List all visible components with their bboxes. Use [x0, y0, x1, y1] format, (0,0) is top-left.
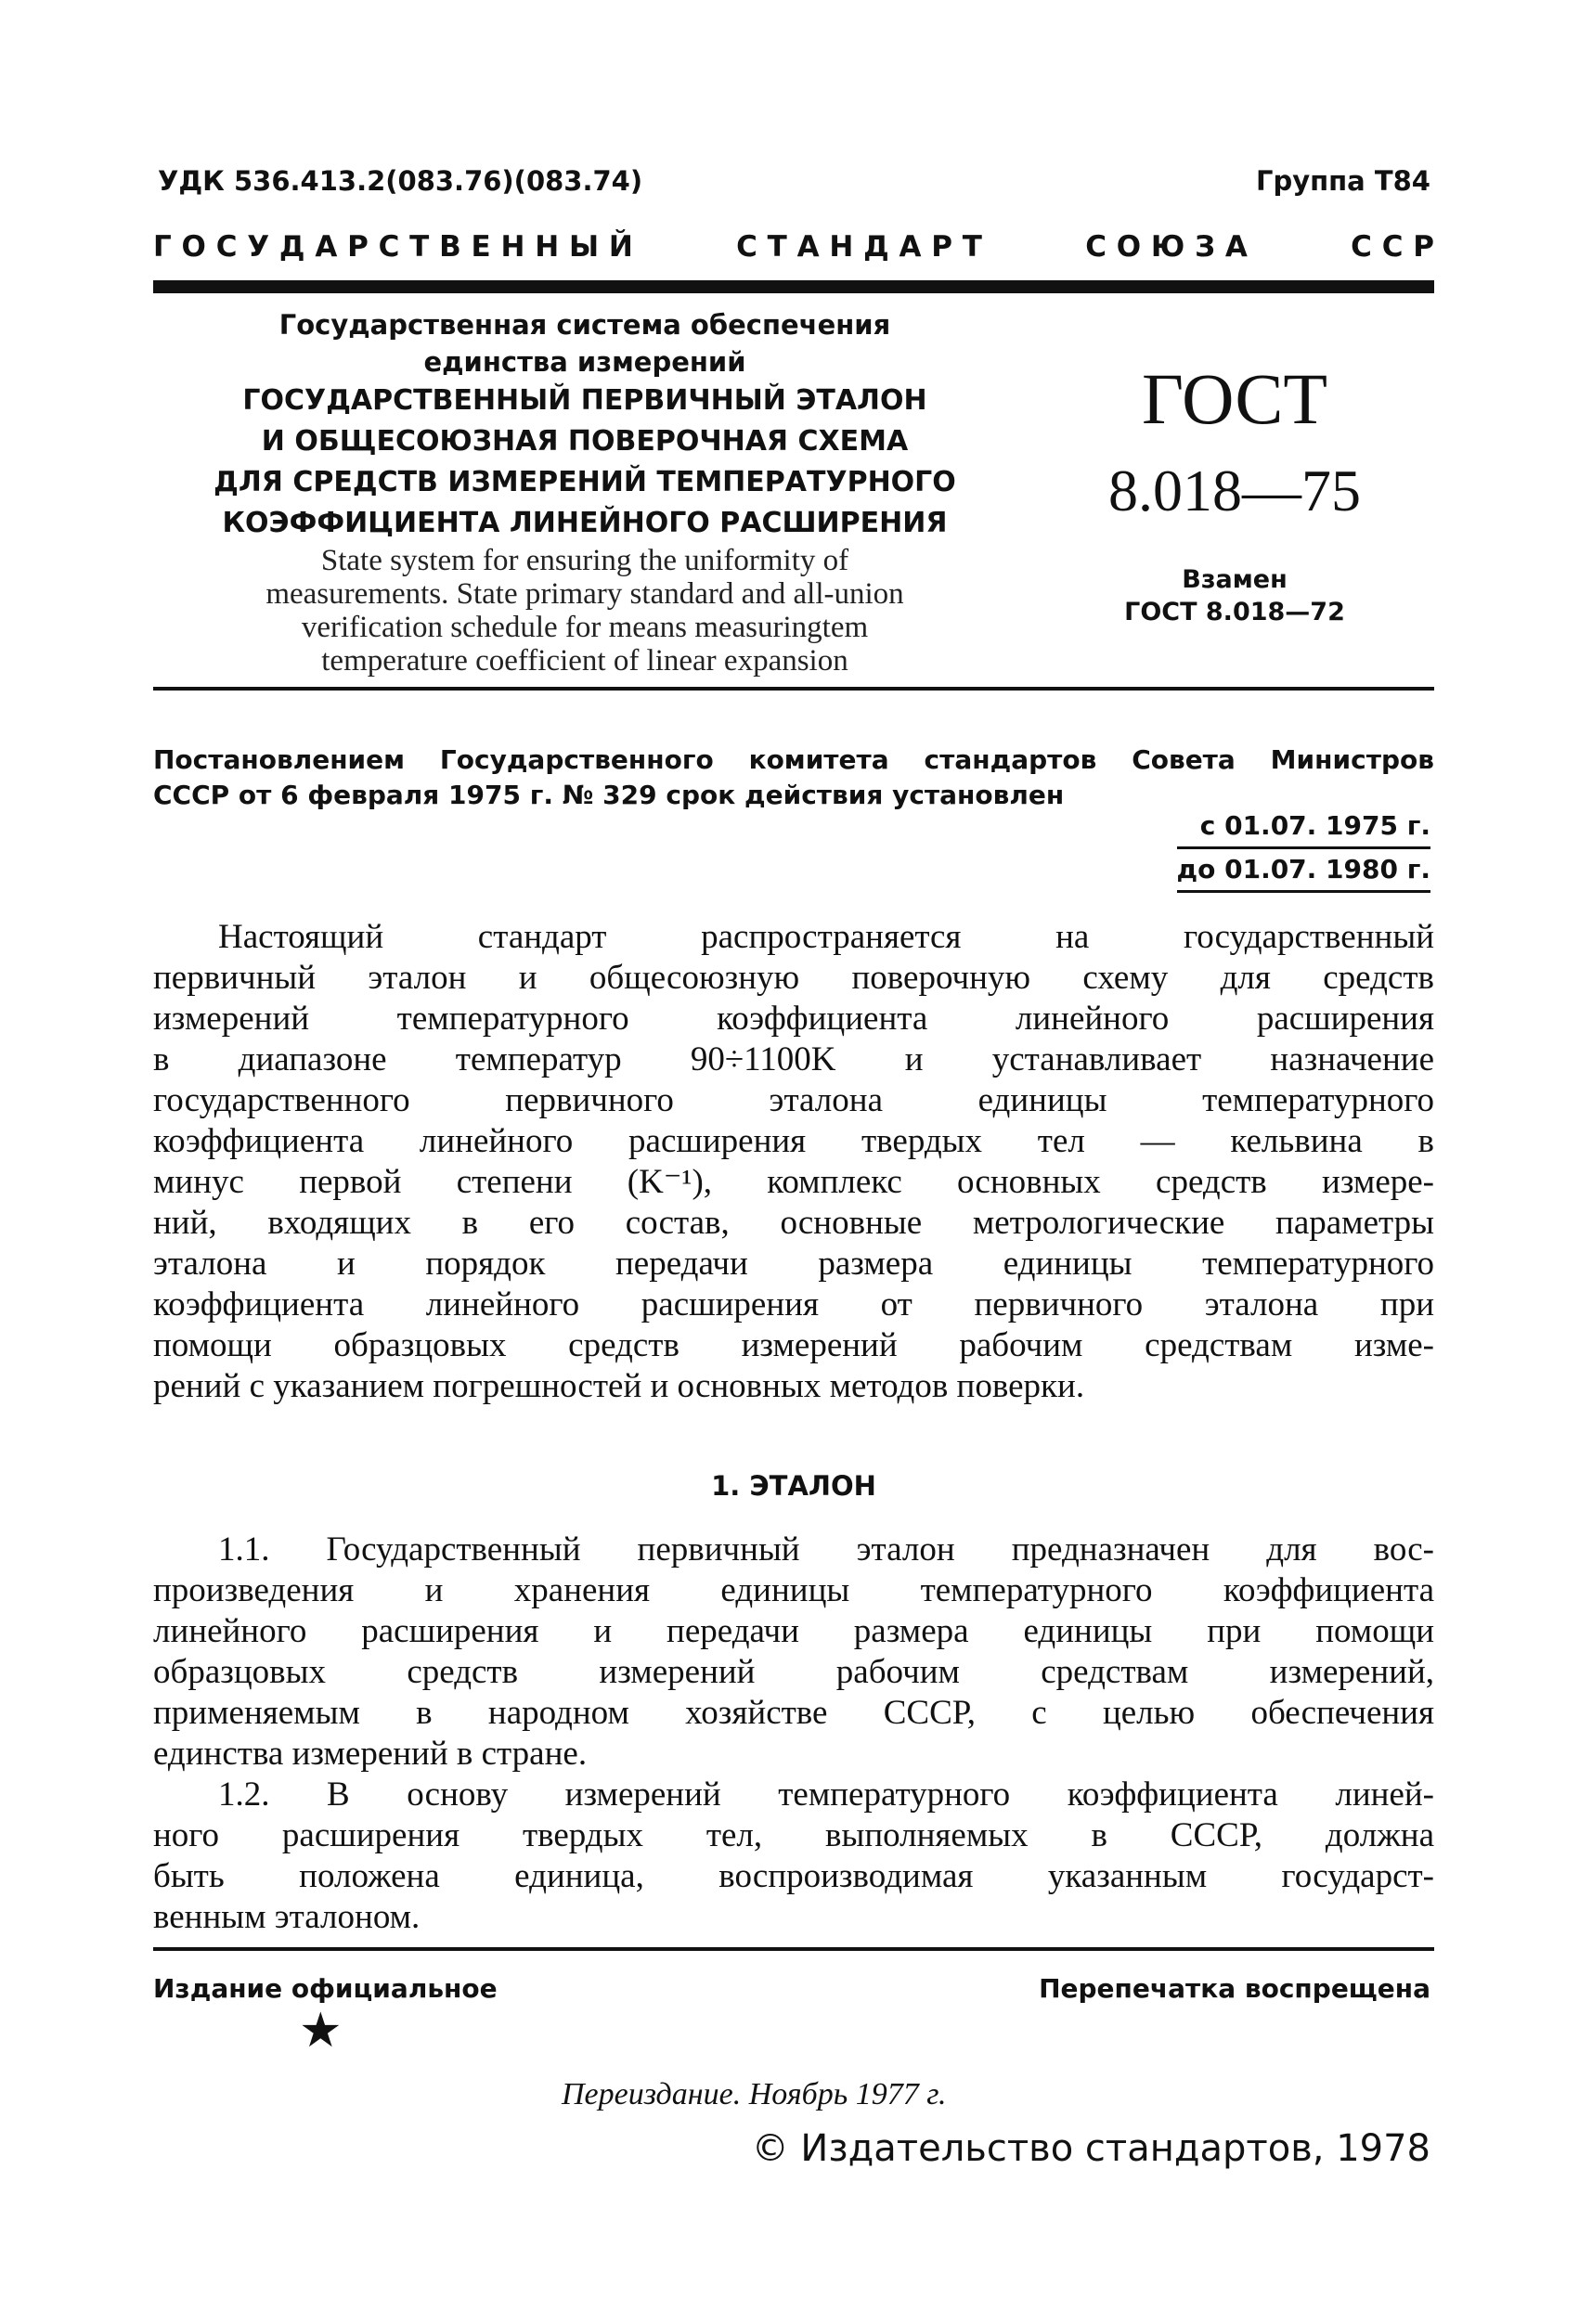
text-line: линейного расширения и передачи размера единицы при помощи: [153, 1612, 1434, 1650]
text-line: минус первой степени (K⁻¹), комплекс основных средств измере-: [153, 1163, 1434, 1201]
decree-word: комитета: [748, 744, 889, 775]
text-line: помощи образцовых средств измерений рабочим средствам изме-: [153, 1326, 1434, 1364]
reissue-note: Переиздание. Ноябрь 1977 г.: [562, 2077, 947, 2111]
text-line: 1.2. В основу измерений температурного коэффициента линей-: [218, 1775, 1434, 1814]
group-code: Группа Т84: [1255, 165, 1430, 197]
decree-line: [153, 742, 1434, 778]
text-line: коэффициента линейного расширения от первичного эталона при: [153, 1285, 1434, 1323]
text-line: образцовых средств измерений рабочим средствам измерений,: [153, 1653, 1434, 1691]
title-divider: [153, 687, 1434, 691]
title-line: ДЛЯ СРЕДСТВ ИЗМЕРЕНИЙ ТЕМПЕРАТУРНОГО: [214, 466, 956, 498]
clause-1-2: [153, 1775, 1434, 1938]
replaces-value: ГОСТ 8.018—72: [1124, 598, 1345, 626]
text-line: ного расширения твердых тел, выполняемых в СССР, должна: [153, 1816, 1434, 1854]
footer-divider: [153, 1947, 1434, 1951]
text-line: единства измерений в стране.: [153, 1735, 588, 1773]
replaces-label: Взамен: [1182, 565, 1288, 594]
english-title-line: temperature coefficient of linear expansion: [321, 644, 848, 678]
gost-block: [1077, 357, 1392, 626]
text-line: эталона и порядок передачи размера единицы температурного: [153, 1245, 1434, 1283]
gost-label: ГОСТ: [1141, 358, 1328, 439]
text-line: в диапазоне температур 90÷1100K и устанавливает назначение: [153, 1040, 1434, 1078]
decree-word: Совета: [1132, 744, 1236, 775]
banner-word: С С Р: [1351, 230, 1434, 264]
text-line: первичный эталон и общесоюзную поверочную схему для средств: [153, 959, 1434, 997]
validity-period: [1177, 807, 1431, 895]
intro-paragraph: [153, 917, 1434, 1407]
gost-number: 8.018—75: [1108, 458, 1361, 523]
publisher-line: © Издательство стандартов, 1978: [751, 2127, 1430, 2170]
decree-text: [153, 742, 1434, 813]
star-icon: ★: [299, 2003, 343, 2059]
banner-word: С О Ю З А: [1085, 230, 1248, 264]
title-line: И ОБЩЕСОЮЗНАЯ ПОВЕРОЧНАЯ СХЕМА: [261, 425, 909, 458]
banner-word: С Т А Н Д А Р Т: [736, 230, 982, 264]
decree-word: стандартов: [924, 744, 1097, 775]
text-line: Настоящий стандарт распространяется на государственный: [218, 918, 1434, 956]
text-line: коэффициента линейного расширения твердых тел — кельвина в: [153, 1122, 1434, 1160]
title-block: [167, 306, 1003, 678]
clause-1-1: [153, 1530, 1434, 1775]
standard-banner: [153, 230, 1434, 264]
valid-to: до 01.07. 1980 г.: [1177, 851, 1431, 893]
text-line: измерений температурного коэффициента линейного расширения: [153, 1000, 1434, 1038]
section-heading: 1. ЭТАЛОН: [711, 1470, 876, 1502]
official-edition: Издание официальное: [153, 1973, 498, 2004]
english-title-line: measurements. State primary standard and all-union: [265, 577, 904, 611]
text-line: венным эталоном.: [153, 1898, 421, 1936]
banner-word: Г О С У Д А Р С Т В Е Н Н Ы Й: [153, 230, 633, 264]
text-line: применяемым в народном хозяйстве СССР, с целью обеспечения: [153, 1694, 1434, 1732]
reprint-prohibited: Перепечатка воспрещена: [1039, 1973, 1430, 2004]
text-line: быть положена единица, воспроизводимая указанным государст-: [153, 1857, 1434, 1895]
text-line: рений с указанием погрешностей и основных методов поверки.: [153, 1367, 1085, 1405]
english-title-line: verification schedule for means measuringtem: [301, 611, 869, 644]
decree-word: Министров: [1270, 744, 1434, 775]
decree-word: Государственного: [439, 744, 714, 775]
decree-word: Постановлением: [153, 744, 406, 775]
valid-from: с 01.07. 1975 г.: [1177, 807, 1431, 849]
text-line: ний, входящих в его состав, основные метрологические параметры: [153, 1204, 1434, 1242]
system-line: Государственная система обеспечения: [278, 309, 891, 341]
text-line: произведения и хранения единицы температурного коэффициента: [153, 1571, 1434, 1609]
top-divider: [153, 280, 1434, 293]
english-title-line: State system for ensuring the uniformity of: [320, 544, 849, 577]
decree-line: СССР от 6 февраля 1975 г. № 329 срок действия установлен: [153, 780, 1065, 810]
text-line: государственного первичного эталона единицы температурного: [153, 1081, 1434, 1119]
udk-code: УДК 536.413.2(083.76)(083.74): [158, 165, 643, 197]
title-line: ГОСУДАРСТВЕННЫЙ ПЕРВИЧНЫЙ ЭТАЛОН: [242, 384, 927, 417]
system-line: единства измерений: [423, 346, 746, 378]
text-line: 1.1. Государственный первичный эталон предназначен для вос-: [218, 1530, 1434, 1569]
title-line: КОЭФФИЦИЕНТА ЛИНЕЙНОГО РАСШИРЕНИЯ: [222, 507, 948, 539]
